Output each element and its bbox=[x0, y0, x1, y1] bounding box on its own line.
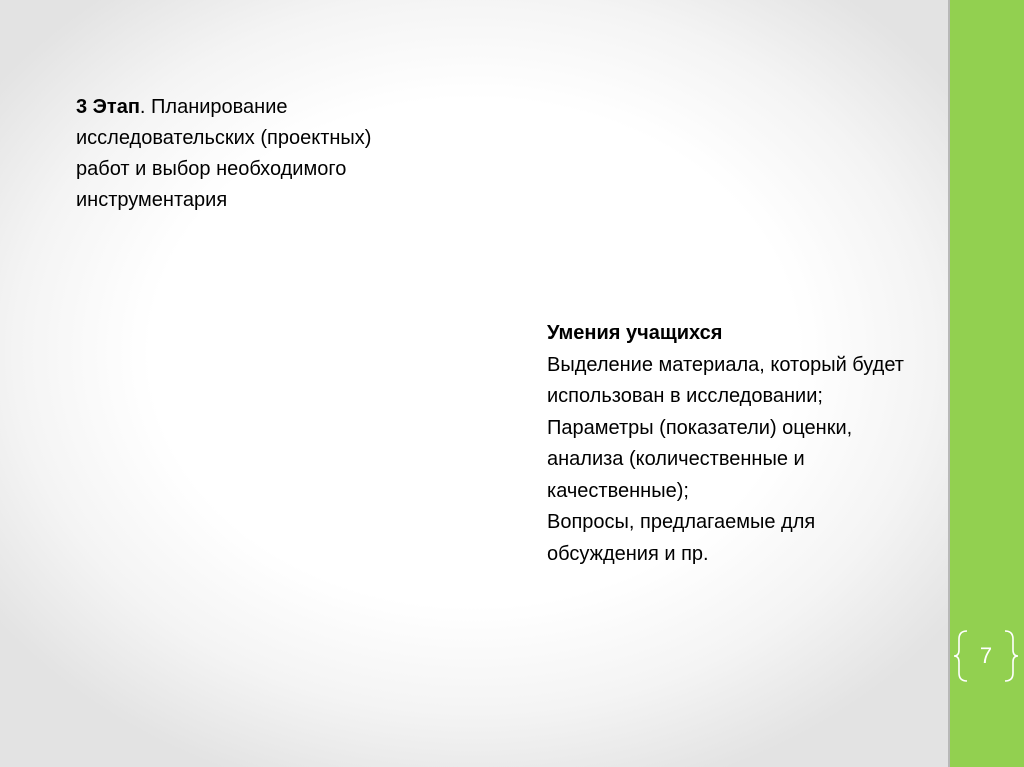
side-bar-divider bbox=[948, 0, 950, 767]
page-number-badge bbox=[953, 625, 1019, 687]
page-number: 7 bbox=[979, 643, 993, 668]
stage-text-block bbox=[76, 92, 376, 216]
skills-line: Параметры (показатели) оценки, анализа (количественные и качественные); bbox=[547, 416, 853, 502]
stage-label: 3 Этап bbox=[76, 96, 140, 118]
skills-heading: Умения учащихся bbox=[547, 322, 723, 344]
skills-line: Выделение материала, который будет использован в исследовании; bbox=[547, 353, 904, 407]
stage-description: . Планирование исследовательских (проектных) работ и выбор необходимого инструментария bbox=[76, 96, 372, 211]
skills-text-block bbox=[547, 318, 907, 570]
skills-line: Вопросы, предлагаемые для обсуждения и пр. bbox=[547, 511, 816, 565]
